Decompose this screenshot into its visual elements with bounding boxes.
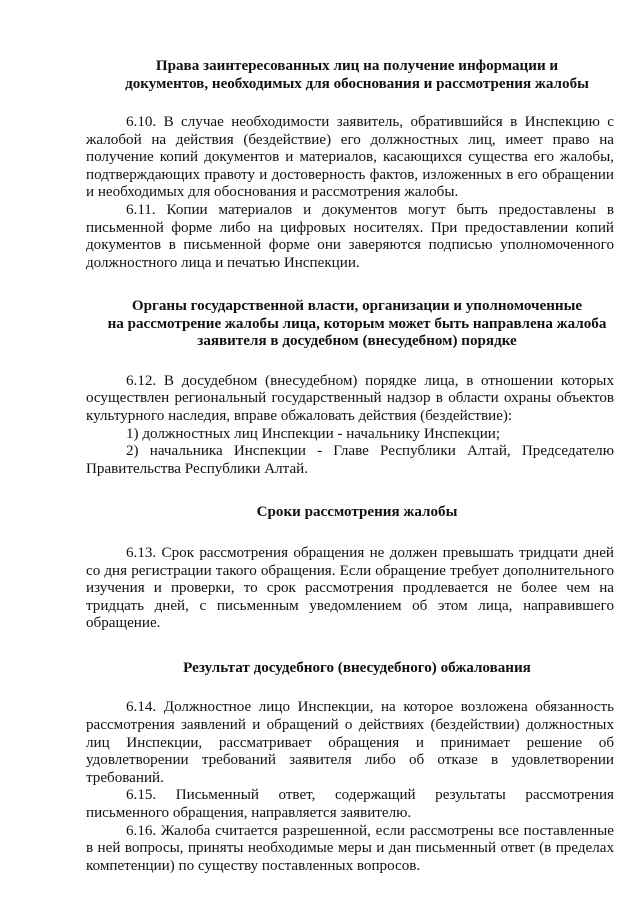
list-item-1: 1) должностных лиц Инспекции - начальнику Инспекции; (126, 425, 501, 442)
paragraph-6-11: 6.11. Копии материалов и документов могут быть предоставлены в письменной форме либо на цифровых носителях. При предоставлении копий документов в письменной форме они заверяются подписью уполномоченного должностного лица и печатью Инспекции. (86, 201, 614, 271)
heading-line: Сроки рассмотрения жалобы (256, 504, 458, 521)
paragraph-6-16: 6.16. Жалоба считается разрешенной, если рассмотрены все поставленные в ней вопросы, приняты необходимые меры и дан письменный ответ (в пределах компетенции) по существу поставленных вопросов. (86, 822, 614, 874)
heading-line: Права заинтересованных лиц на получение информации и (155, 58, 559, 74)
section-heading-appeal-result (86, 660, 614, 678)
paragraph-6-14: 6.14. Должностное лицо Инспекции, на которое возложена обязанность рассмотрения заявлений и обращений о действиях (бездействии) должностных лиц Инспекции, рассматривает обращения и принимает решение об удовлетворении требований заявителя либо об отказе в удовлетворении требований. (86, 699, 614, 786)
paragraph-6-10: 6.10. В случае необходимости заявитель, обратившийся в Инспекцию с жалобой на действия (бездействие) его должностных лиц, имеет право на получение копий документов и материалов, касающихся существа его жалобы, подтверждающих правоту и достоверность фактов, изложенных в его обращении и необходимых для обоснования и рассмотрения жалобы. (86, 114, 614, 201)
list-item-2: 2) начальника Инспекции - Главе Республики Алтай, Председателю Правительства Республики Алтай. (86, 443, 614, 477)
section-heading-authorities (86, 298, 614, 351)
heading-line: документов, необходимых для обоснования и рассмотрения жалобы (125, 75, 589, 92)
paragraph-6-12: 6.12. В досудебном (внесудебном) порядке лица, в отношении которых осуществлен региональный государственный надзор в области охраны объектов культурного наследия, вправе обжаловать действия (бездействие): (86, 372, 614, 425)
heading-line: Результат досудебного (внесудебного) обжалования (183, 659, 531, 676)
heading-line: заявителя в досудебном (внесудебном) порядке (197, 333, 517, 350)
paragraph-6-15: 6.15. Письменный ответ, содержащий результаты рассмотрения письменного обращения, направляется заявителю. (86, 787, 614, 821)
section-heading-review-terms (86, 504, 614, 522)
section-heading-information-rights (86, 58, 614, 93)
paragraph-6-13: 6.13. Срок рассмотрения обращения не должен превышать тридцати дней со дня регистрации такого обращения. Если обращение требует дополнительного изучения и проверки, то срок рассмотрения продлевается не более чем на тридцать дней, с письменным уведомлением об этом лица, направившего обращение. (86, 544, 614, 632)
heading-line: на рассмотрение жалобы лица, которым может быть направлена жалоба (107, 315, 607, 332)
heading-line: Органы государственной власти, организации и уполномоченные (131, 298, 583, 315)
